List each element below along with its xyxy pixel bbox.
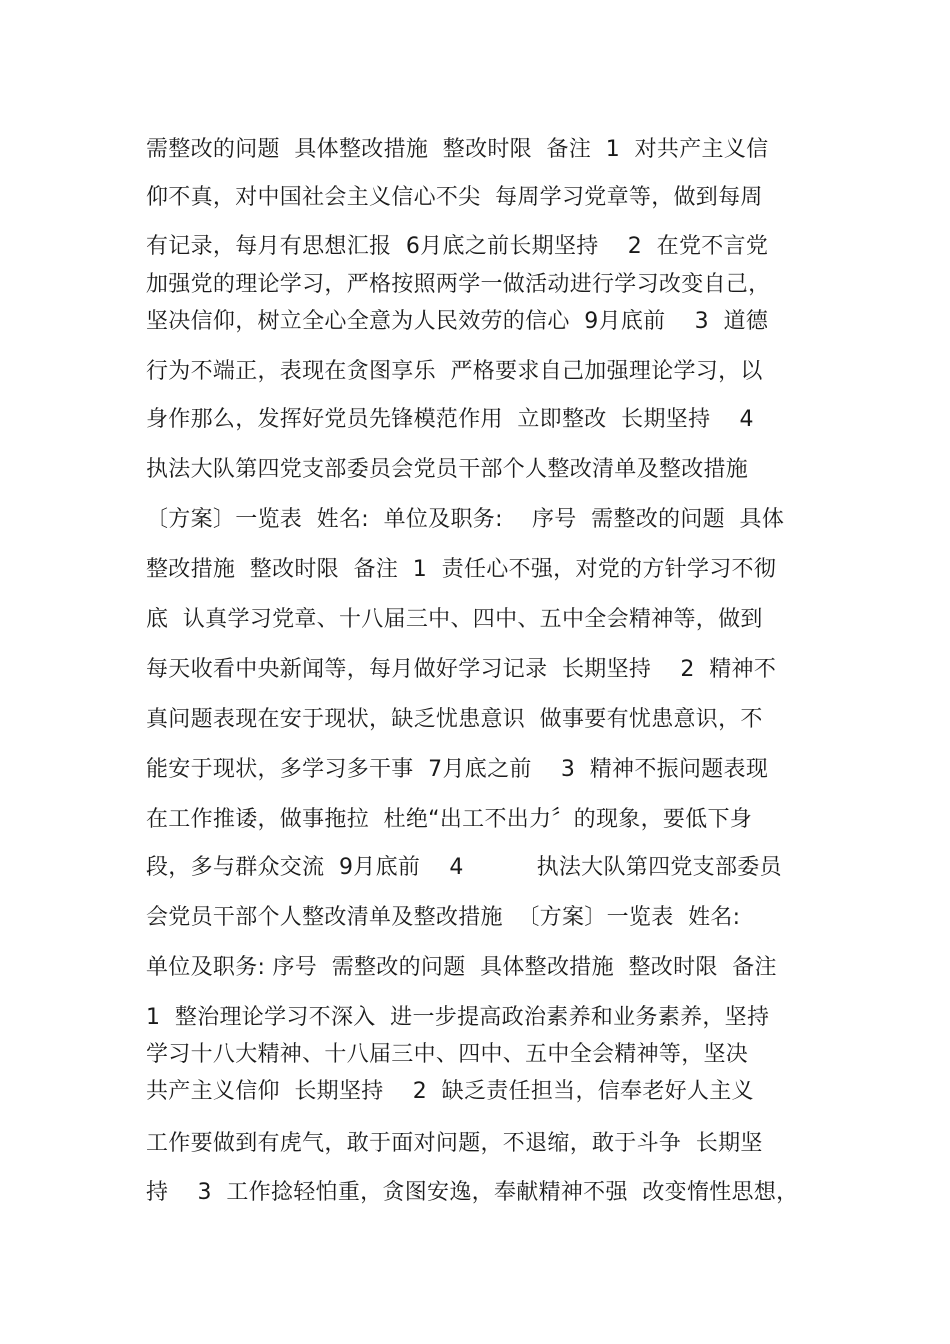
- text-line: 在工作推诿，做事拖拉 杜绝“出工不出力〞的现象，要低下身: [146, 807, 753, 832]
- text-line: 真问题表现在安于现状，缺乏忧患意识 做事要有忧患意识，不: [146, 707, 763, 732]
- text-line: 加强党的理论学习，严格按照两学一做活动进行学习改变自己，: [146, 272, 771, 297]
- text-line: 身作那么，发挥好党员先锋模范作用 立即整改 长期坚持 4: [146, 407, 754, 432]
- text-line: 需整改的问题 具体整改措施 整改时限 备注 1 对共产主义信: [146, 137, 769, 162]
- text-line: 执法大队第四党支部委员会党员干部个人整改清单及整改措施: [146, 457, 749, 482]
- text-line: 能安于现状，多学习多干事 7月底之前 3 精神不振问题表现: [146, 757, 769, 782]
- text-line: 坚决信仰，树立全心全意为人民效劳的信心 9月底前 3 道德: [146, 309, 769, 334]
- text-line: 工作要做到有虎气，敢于面对问题，不退缩，敢于斗争 长期坚: [146, 1131, 763, 1156]
- text-line: 整改措施 整改时限 备注 1 责任心不强，对党的方针学习不彻: [146, 557, 777, 582]
- text-line: 每天收看中央新闻等，每月做好学习记录 长期坚持 2 精神不: [146, 657, 777, 682]
- text-line: 仰不真，对中国社会主义信心不尖 每周学习党章等，做到每周: [146, 185, 763, 210]
- text-line: 持 3 工作捻轻怕重，贪图安逸，奉献精神不强 改变惰性思想，: [146, 1180, 799, 1205]
- text-line: 共产主义信仰 长期坚持 2 缺乏责任担当，信奉老好人主义: [146, 1079, 754, 1104]
- text-line: 会党员干部个人整改清单及整改措施 〔方案〕一览表 姓名:: [146, 905, 741, 930]
- text-line: 行为不端正，表现在贪图享乐 严格要求自己加强理论学习，以: [146, 359, 763, 384]
- text-line: 学习十八大精神、十八届三中、四中、五中全会精神等，坚决: [146, 1042, 749, 1067]
- text-line: 1 整治理论学习不深入 进一步提高政治素养和业务素养，坚持: [146, 1005, 770, 1030]
- text-line: 单位及职务: 序号 需整改的问题 具体整改措施 整改时限 备注: [146, 955, 777, 980]
- text-line: 〔方案〕一览表 姓名: 单位及职务: 序号 需整改的问题 具体: [146, 507, 785, 532]
- text-line: 底 认真学习党章、十八届三中、四中、五中全会精神等，做到: [146, 607, 763, 632]
- text-line: 有记录，每月有思想汇报 6月底之前长期坚持 2 在党不言党: [146, 234, 769, 259]
- text-line: 段，多与群众交流 9月底前 4 执法大队第四党支部委员: [146, 855, 782, 880]
